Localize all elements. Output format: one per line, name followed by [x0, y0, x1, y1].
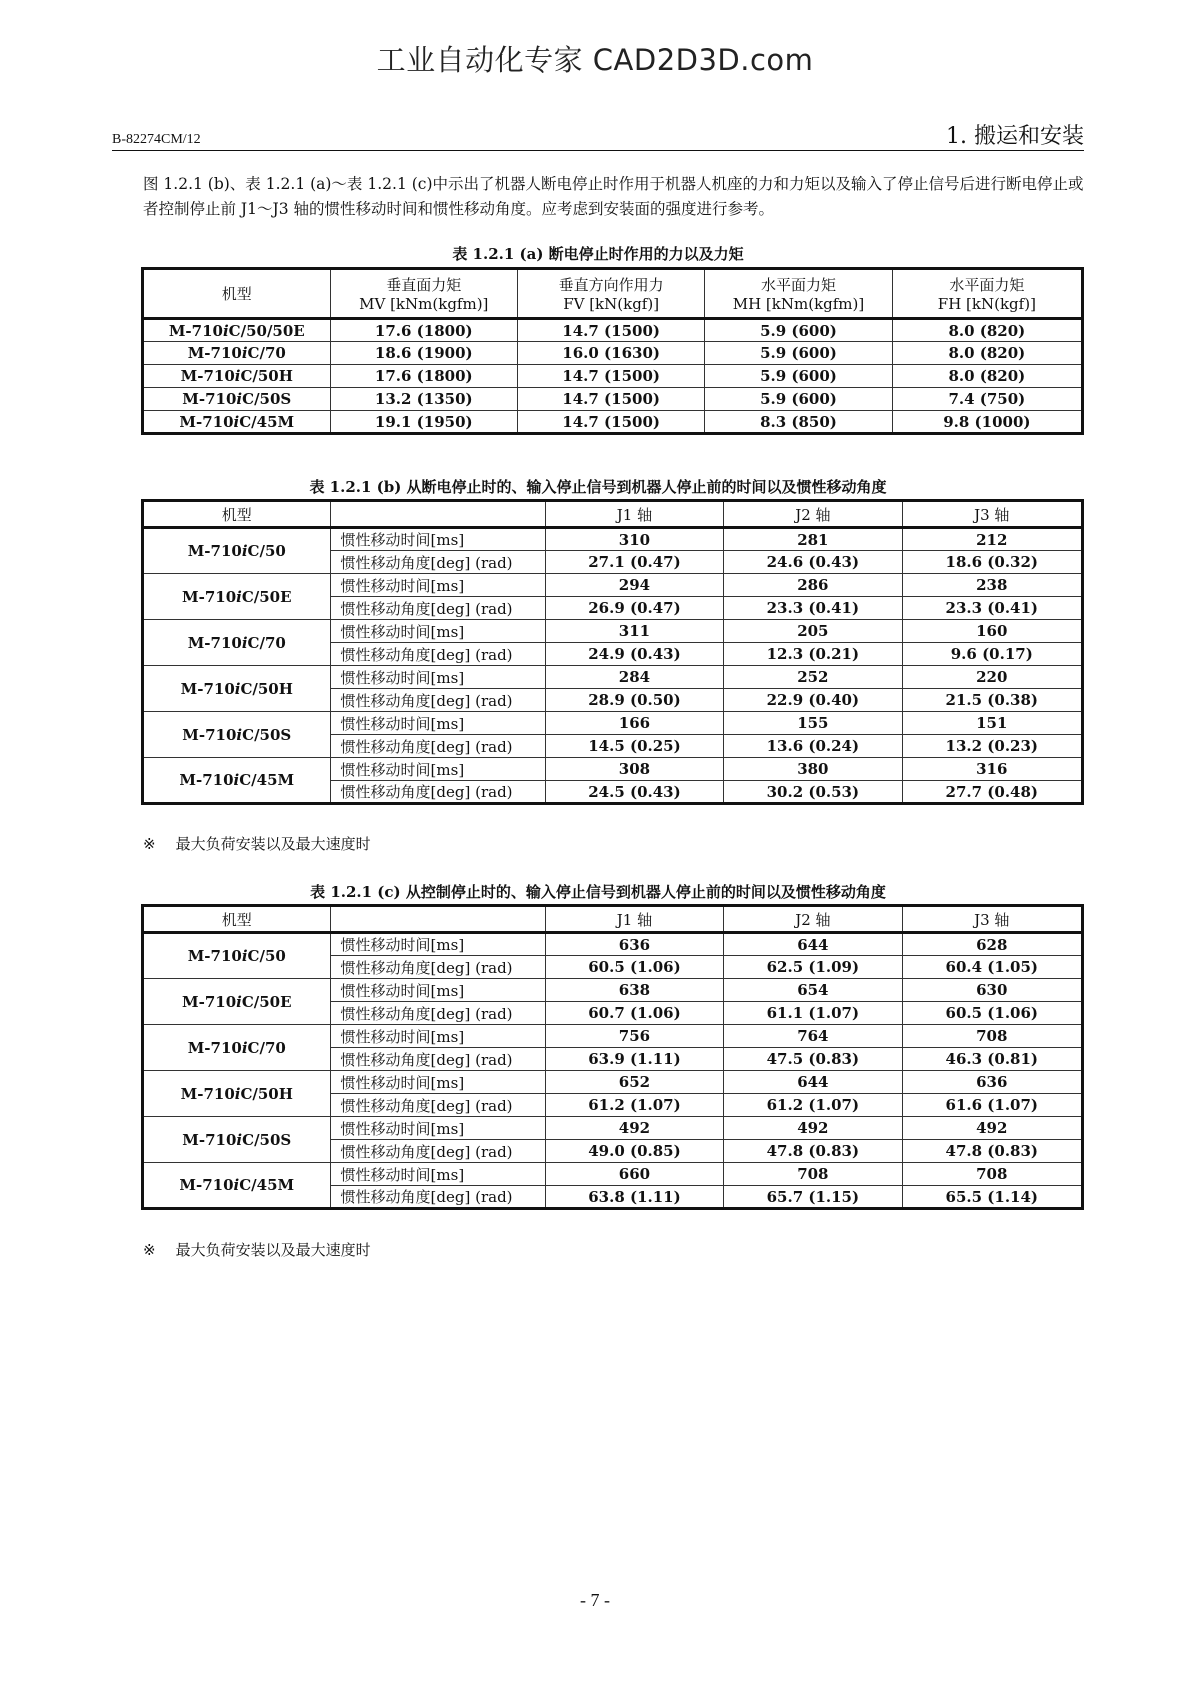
time-cell: 654: [724, 979, 902, 1002]
angle-cell: 23.3 (0.41): [724, 597, 902, 620]
row-label-angle: 惯性移动角度[deg] (rad): [330, 1048, 545, 1071]
angle-cell: 60.5 (1.06): [902, 1002, 1082, 1025]
model-name: [143, 411, 331, 434]
table-b-note: [143, 833, 371, 854]
angle-cell: 13.6 (0.24): [724, 735, 902, 758]
table-a-caption: 表 1.2.1 (a) 断电停止时作用的力以及力矩: [452, 245, 744, 263]
model-suffix: C/70: [247, 344, 286, 362]
time-cell: 708: [902, 1025, 1082, 1048]
table-b-header-j1: J1 轴: [545, 501, 723, 528]
table-row: [143, 1163, 1083, 1186]
angle-cell: 24.5 (0.43): [545, 781, 723, 804]
angle-cell: 49.0 (0.85): [545, 1140, 723, 1163]
angle-cell: 27.1 (0.47): [545, 551, 723, 574]
model-suffix: C/70: [247, 1038, 286, 1057]
value-cell: 8.3 (850): [705, 411, 892, 434]
model-prefix: M-710: [182, 725, 237, 744]
table-row: [143, 979, 1083, 1002]
angle-cell: 21.5 (0.38): [902, 689, 1082, 712]
model-italic: i: [236, 587, 242, 606]
angle-cell: 24.6 (0.43): [724, 551, 902, 574]
time-cell: 205: [724, 620, 902, 643]
row-label-angle: 惯性移动角度[deg] (rad): [330, 643, 545, 666]
table-c-header-model: 机型: [143, 906, 331, 933]
table-a-header-mv: [330, 269, 517, 319]
value-cell: 8.0 (820): [892, 342, 1082, 365]
value-cell: 14.7 (1500): [518, 411, 705, 434]
angle-cell: 27.7 (0.48): [902, 781, 1082, 804]
model-prefix: M-710: [187, 344, 242, 362]
model-italic: i: [222, 321, 229, 340]
model-name: [143, 1117, 331, 1163]
header-line1: 垂直方向作用力: [558, 276, 664, 294]
angle-cell: 61.6 (1.07): [902, 1094, 1082, 1117]
model-suffix: C/50/50E: [228, 321, 305, 340]
time-cell: 630: [902, 979, 1082, 1002]
header-line1: 垂直面力矩: [386, 276, 462, 294]
value-cell: 17.6 (1800): [330, 365, 517, 388]
value-cell: 5.9 (600): [705, 319, 892, 342]
table-b-header-j3: J3 轴: [902, 501, 1082, 528]
model-prefix: M-710: [182, 1130, 237, 1149]
model-name: [143, 620, 331, 666]
table-a-header-model: 机型: [143, 269, 331, 319]
page-header: [112, 118, 1084, 151]
header-line2: MH [kNm(kgfm)]: [732, 295, 865, 313]
time-cell: 238: [902, 574, 1082, 597]
time-cell: 708: [902, 1163, 1082, 1186]
note-mark: ※: [143, 1241, 156, 1259]
time-cell: 166: [545, 712, 723, 735]
time-cell: 764: [724, 1025, 902, 1048]
model-italic: i: [236, 725, 243, 744]
time-cell: 644: [724, 933, 902, 956]
value-cell: 5.9 (600): [705, 365, 892, 388]
value-cell: 8.0 (820): [892, 365, 1082, 388]
model-suffix: C/50: [247, 542, 286, 560]
angle-cell: 47.8 (0.83): [902, 1140, 1082, 1163]
model-suffix: C/50: [247, 947, 286, 965]
table-b-header-model: 机型: [143, 501, 331, 528]
angle-cell: 62.5 (1.09): [724, 956, 902, 979]
angle-cell: 61.1 (1.07): [724, 1002, 902, 1025]
time-cell: 308: [545, 758, 723, 781]
model-italic: i: [241, 542, 248, 560]
angle-cell: 61.2 (1.07): [724, 1094, 902, 1117]
table-row: [143, 620, 1083, 643]
time-cell: 310: [545, 528, 723, 551]
model-suffix: C/50E: [241, 992, 292, 1011]
section-title: 1. 搬运和安装: [946, 124, 1084, 149]
angle-cell: 63.9 (1.11): [545, 1048, 723, 1071]
row-label-time: 惯性移动时间[ms]: [330, 574, 545, 597]
value-cell: 13.2 (1350): [330, 388, 517, 411]
model-italic: i: [234, 1084, 241, 1103]
angle-cell: 12.3 (0.21): [724, 643, 902, 666]
angle-cell: 22.9 (0.40): [724, 689, 902, 712]
time-cell: 492: [545, 1117, 723, 1140]
time-cell: 316: [902, 758, 1082, 781]
table-row: [143, 1025, 1083, 1048]
model-italic: i: [241, 344, 248, 362]
row-label-time: 惯性移动时间[ms]: [330, 528, 545, 551]
model-suffix: C/50E: [241, 587, 292, 606]
angle-cell: 61.2 (1.07): [545, 1094, 723, 1117]
table-b-header-item: [330, 501, 545, 528]
row-label-time: 惯性移动时间[ms]: [330, 620, 545, 643]
table-row: [143, 342, 1083, 365]
header-line1: 水平面力矩: [949, 276, 1025, 294]
row-label-angle: 惯性移动角度[deg] (rad): [330, 735, 545, 758]
value-cell: 18.6 (1900): [330, 342, 517, 365]
model-italic: i: [236, 390, 243, 408]
note-text: 最大负荷安装以及最大速度时: [175, 835, 371, 853]
table-row: [143, 388, 1083, 411]
angle-cell: 24.9 (0.43): [545, 643, 723, 666]
time-cell: 286: [724, 574, 902, 597]
angle-cell: 28.9 (0.50): [545, 689, 723, 712]
time-cell: 380: [724, 758, 902, 781]
model-suffix: C/45M: [239, 412, 295, 431]
doc-code: B-82274CM/12: [112, 132, 201, 147]
value-cell: 14.7 (1500): [518, 365, 705, 388]
model-italic: i: [236, 992, 242, 1011]
model-name: [143, 365, 331, 388]
time-cell: 212: [902, 528, 1082, 551]
value-cell: 5.9 (600): [705, 388, 892, 411]
time-cell: 281: [724, 528, 902, 551]
row-label-time: 惯性移动时间[ms]: [330, 1163, 545, 1186]
time-cell: 652: [545, 1071, 723, 1094]
table-a-header-mh: [705, 269, 892, 319]
row-label-angle: 惯性移动角度[deg] (rad): [330, 956, 545, 979]
table-row: [143, 574, 1083, 597]
model-prefix: M-710: [179, 771, 234, 789]
model-suffix: C/50S: [242, 1130, 292, 1149]
row-label-angle: 惯性移动角度[deg] (rad): [330, 1002, 545, 1025]
angle-cell: 47.5 (0.83): [724, 1048, 902, 1071]
table-row: [143, 411, 1083, 434]
model-prefix: M-710: [187, 542, 242, 560]
table-row: [143, 758, 1083, 781]
model-name: [143, 933, 331, 979]
angle-cell: 60.4 (1.05): [902, 956, 1082, 979]
time-cell: 492: [902, 1117, 1082, 1140]
model-suffix: C/45M: [239, 771, 295, 789]
model-italic: i: [241, 1038, 248, 1057]
angle-cell: 14.5 (0.25): [545, 735, 723, 758]
row-label-time: 惯性移动时间[ms]: [330, 1117, 545, 1140]
time-cell: 311: [545, 620, 723, 643]
angle-cell: 9.6 (0.17): [902, 643, 1082, 666]
row-label-time: 惯性移动时间[ms]: [330, 1071, 545, 1094]
page-number: - 7 -: [580, 1590, 610, 1610]
time-cell: 756: [545, 1025, 723, 1048]
model-prefix: M-710: [168, 321, 223, 340]
time-cell: 628: [902, 933, 1082, 956]
row-label-time: 惯性移动时间[ms]: [330, 758, 545, 781]
model-suffix: C/45M: [239, 1176, 295, 1194]
header-line2: FV [kN(kgf)]: [563, 295, 660, 313]
table-c-header-j2: J2 轴: [724, 906, 902, 933]
model-name: [143, 342, 331, 365]
time-cell: 155: [724, 712, 902, 735]
model-prefix: M-710: [187, 947, 242, 965]
table-row: [143, 1071, 1083, 1094]
angle-cell: 60.7 (1.06): [545, 1002, 723, 1025]
row-label-time: 惯性移动时间[ms]: [330, 1025, 545, 1048]
angle-cell: 65.5 (1.14): [902, 1186, 1082, 1209]
table-row: [143, 528, 1083, 551]
value-cell: 16.0 (1630): [518, 342, 705, 365]
model-prefix: M-710: [187, 1038, 242, 1057]
value-cell: 7.4 (750): [892, 388, 1082, 411]
time-cell: 252: [724, 666, 902, 689]
value-cell: 14.7 (1500): [518, 388, 705, 411]
watermark-title: 工业自动化专家 CAD2D3D.com: [376, 43, 814, 77]
row-label-angle: 惯性移动角度[deg] (rad): [330, 551, 545, 574]
model-name: [143, 388, 331, 411]
value-cell: 9.8 (1000): [892, 411, 1082, 434]
row-label-time: 惯性移动时间[ms]: [330, 933, 545, 956]
model-italic: i: [236, 1130, 243, 1149]
model-italic: i: [241, 633, 248, 652]
table-c-caption: 表 1.2.1 (c) 从控制停止时的、输入停止信号到机器人停止前的时间以及惯性移动角度: [310, 883, 886, 901]
model-prefix: M-710: [182, 390, 237, 408]
value-cell: 17.6 (1800): [330, 319, 517, 342]
table-a-header-fh: [892, 269, 1082, 319]
time-cell: 708: [724, 1163, 902, 1186]
table-c-header-j3: J3 轴: [902, 906, 1082, 933]
angle-cell: 26.9 (0.47): [545, 597, 723, 620]
header-line2: MV [kNm(kgfm)]: [359, 295, 489, 313]
row-label-angle: 惯性移动角度[deg] (rad): [330, 1186, 545, 1209]
model-italic: i: [241, 947, 248, 965]
table-row: [143, 933, 1083, 956]
row-label-time: 惯性移动时间[ms]: [330, 666, 545, 689]
time-cell: 294: [545, 574, 723, 597]
time-cell: 644: [724, 1071, 902, 1094]
table-a: [141, 267, 1084, 435]
time-cell: 636: [545, 933, 723, 956]
model-suffix: C/50H: [240, 1084, 293, 1103]
model-suffix: C/50S: [242, 725, 292, 744]
angle-cell: 18.6 (0.32): [902, 551, 1082, 574]
model-name: [143, 712, 331, 758]
row-label-angle: 惯性移动角度[deg] (rad): [330, 597, 545, 620]
model-prefix: M-710: [187, 633, 242, 652]
model-name: [143, 666, 331, 712]
angle-cell: 23.3 (0.41): [902, 597, 1082, 620]
time-cell: 492: [724, 1117, 902, 1140]
angle-cell: 65.7 (1.15): [724, 1186, 902, 1209]
row-label-time: 惯性移动时间[ms]: [330, 712, 545, 735]
header-line2: FH [kN(kgf)]: [937, 295, 1036, 313]
row-label-angle: 惯性移动角度[deg] (rad): [330, 1094, 545, 1117]
row-label-angle: 惯性移动角度[deg] (rad): [330, 781, 545, 804]
model-name: [143, 528, 331, 574]
table-row: [143, 1117, 1083, 1140]
angle-cell: 46.3 (0.81): [902, 1048, 1082, 1071]
note-text: 最大负荷安装以及最大速度时: [175, 1241, 371, 1259]
row-label-time: 惯性移动时间[ms]: [330, 979, 545, 1002]
model-name: [143, 1163, 331, 1209]
model-name: [143, 758, 331, 804]
table-c: [141, 904, 1084, 1210]
time-cell: 220: [902, 666, 1082, 689]
time-cell: 284: [545, 666, 723, 689]
table-b-caption: 表 1.2.1 (b) 从断电停止时的、输入停止信号到机器人停止前的时间以及惯性移动角度: [309, 478, 887, 496]
model-prefix: M-710: [180, 1084, 235, 1103]
model-name: [143, 1025, 331, 1071]
model-prefix: M-710: [179, 1176, 234, 1194]
model-prefix: M-710: [181, 992, 237, 1011]
model-suffix: C/50H: [240, 367, 293, 385]
model-italic: i: [233, 412, 240, 431]
time-cell: 151: [902, 712, 1082, 735]
row-label-angle: 惯性移动角度[deg] (rad): [330, 689, 545, 712]
model-italic: i: [233, 771, 240, 789]
time-cell: 660: [545, 1163, 723, 1186]
model-prefix: M-710: [180, 367, 235, 385]
model-name: [143, 319, 331, 342]
model-italic: i: [234, 679, 241, 698]
table-b-header-j2: J2 轴: [724, 501, 902, 528]
table-a-header-fv: [518, 269, 705, 319]
model-prefix: M-710: [180, 679, 235, 698]
table-c-header-j1: J1 轴: [545, 906, 723, 933]
value-cell: 19.1 (1950): [330, 411, 517, 434]
time-cell: 636: [902, 1071, 1082, 1094]
table-row: [143, 712, 1083, 735]
model-italic: i: [234, 367, 241, 385]
model-suffix: C/50S: [242, 390, 292, 408]
model-italic: i: [233, 1176, 240, 1194]
table-row: [143, 319, 1083, 342]
intro-paragraph: 图 1.2.1 (b)、表 1.2.1 (a)～表 1.2.1 (c)中示出了机器人断电停止时作用于机器人机座的力和力矩以及输入了停止信号后进行断电停止或者控制停止前 J1～J3 轴的惯性移动时间和惯性移动角度。应考虑到安装面的强度进行参考。: [143, 175, 1084, 218]
angle-cell: 47.8 (0.83): [724, 1140, 902, 1163]
table-b: [141, 499, 1084, 805]
angle-cell: 30.2 (0.53): [724, 781, 902, 804]
angle-cell: 63.8 (1.11): [545, 1186, 723, 1209]
value-cell: 14.7 (1500): [518, 319, 705, 342]
value-cell: 5.9 (600): [705, 342, 892, 365]
model-name: [143, 1071, 331, 1117]
table-row: [143, 666, 1083, 689]
model-prefix: M-710: [181, 587, 237, 606]
angle-cell: 13.2 (0.23): [902, 735, 1082, 758]
note-mark: ※: [143, 835, 156, 853]
model-suffix: C/70: [247, 633, 286, 652]
table-c-note: [143, 1239, 371, 1260]
row-label-angle: 惯性移动角度[deg] (rad): [330, 1140, 545, 1163]
value-cell: 8.0 (820): [892, 319, 1082, 342]
header-line1: 水平面力矩: [760, 276, 836, 294]
model-prefix: M-710: [179, 412, 234, 431]
angle-cell: 60.5 (1.06): [545, 956, 723, 979]
table-c-header-item: [330, 906, 545, 933]
time-cell: 638: [545, 979, 723, 1002]
model-suffix: C/50H: [240, 679, 293, 698]
model-name: [143, 979, 331, 1025]
time-cell: 160: [902, 620, 1082, 643]
model-name: [143, 574, 331, 620]
table-row: [143, 365, 1083, 388]
